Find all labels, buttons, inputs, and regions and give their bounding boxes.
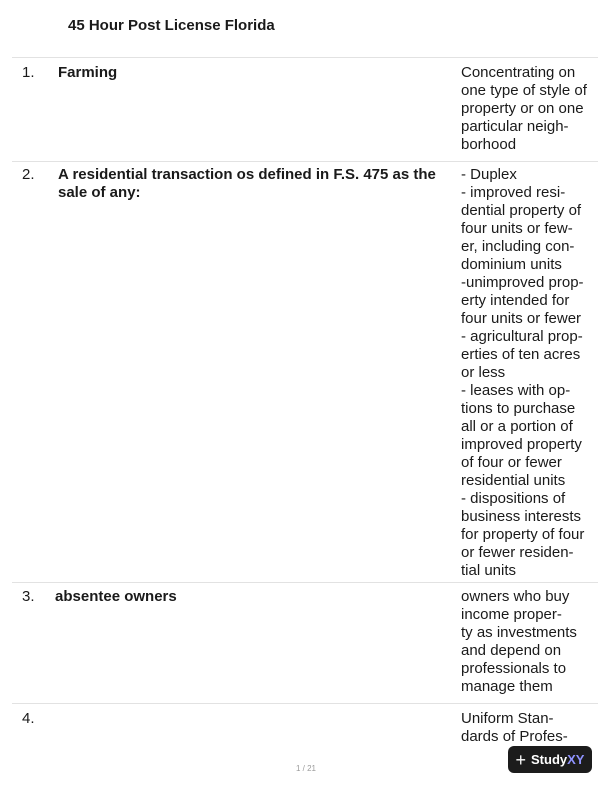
brand-name-suffix: XY [567, 752, 585, 767]
brand-name-prefix: Study [531, 752, 568, 767]
card-number: 3. [22, 588, 35, 605]
divider [12, 703, 598, 704]
page-indicator: 1 / 21 [295, 764, 316, 773]
card-definition: owners who buy income proper- ty as investments and depend on professionals to manage them [461, 588, 577, 695]
divider [12, 161, 598, 162]
card-definition: - Duplex - improved resi- dential property of four units or few- er, including con- dominium units -unimproved prop- erty intended for four units or fewer - agricultural prop- erties of ten acres or less - leases with op- tions to purchase all or a portion of improved property of four or fewer residential units - dispositions of business interests for property of four or fewer residen- tial units [461, 166, 585, 579]
plus-icon: + [515, 749, 527, 770]
divider [12, 57, 598, 58]
card-term: Farming [58, 64, 118, 81]
card-term: absentee owners [55, 588, 177, 605]
divider [12, 582, 598, 583]
brand-badge[interactable] [508, 746, 592, 773]
card-number: 1. [22, 64, 35, 81]
card-definition: Uniform Stan- dards of Profes- [461, 710, 568, 745]
card-number: 4. [22, 710, 35, 727]
document-title: 45 Hour Post License Florida [68, 17, 275, 34]
card-number: 2. [22, 166, 35, 183]
card-term: A residential transaction os defined in F.S. 475 as the sale of any: [58, 166, 436, 201]
card-definition: Concentrating on one type of style of property or on one particular neigh- borhood [461, 64, 587, 153]
